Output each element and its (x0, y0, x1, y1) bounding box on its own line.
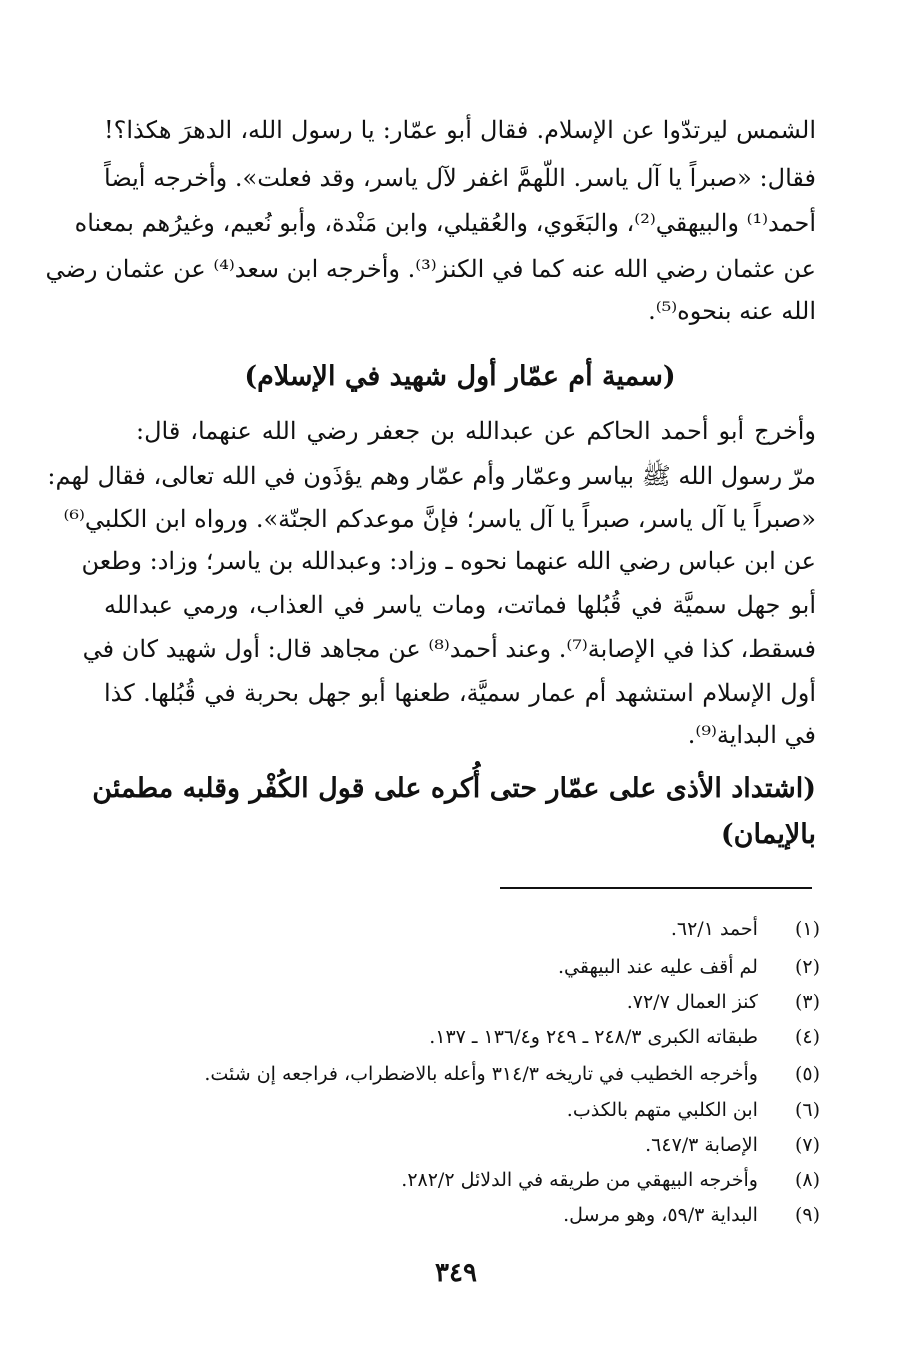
footnote-number: (٦) (794, 1099, 820, 1121)
footnote-text: كنز العمال ٧٢/٧. (626, 991, 758, 1013)
paragraph-2-line: في البداية⁽⁹⁾. (687, 721, 816, 749)
paragraph-1-line: الشمس ليرتدّوا عن الإسلام. فقال أبو عمّار: يا رسول الله، الدهرَ هكذا؟! (104, 116, 816, 144)
paragraph-2-line: أول الإسلام استشهد أم عمار سميَّة، طعنها أبو جهل بحربة في قُبُلها. كذا (104, 679, 816, 707)
footnote (160, 985, 820, 1019)
paragraph-1-line: الله عنه بنحوه⁽⁵⁾. (648, 297, 816, 325)
footnote-number: (٧) (794, 1134, 820, 1156)
paragraph-2-line: عن ابن عباس رضي الله عنهما نحوه ـ وزاد: وعبدالله بن ياسر؛ وزاد: وطعن (81, 547, 816, 575)
footnote-number: (٤) (794, 1026, 820, 1048)
footnote-number: (٩) (794, 1204, 820, 1226)
section-heading: (اشتداد الأذى على عمّار حتى أُكره على قول الكُفْر وقلبه مطمئن (92, 773, 816, 804)
page-number: ٣٤٩ (435, 1258, 477, 1288)
footnote-text: وأخرجه البيهقي من طريقه في الدلائل ٢٨٢/٢. (401, 1169, 758, 1191)
section-heading: (سمية أم عمّار أول شهيد في الإسلام) (244, 361, 676, 392)
paragraph-2-line: وأخرج أبو أحمد الحاكم عن عبدالله بن جعفر رضي الله عنهما، قال: (136, 417, 816, 445)
footnote (160, 950, 820, 984)
footnote-text: أحمد ٦٢/١. (670, 918, 758, 940)
footnote-number: (١) (794, 918, 820, 940)
paragraph-1-line: أحمد⁽¹⁾ والبيهقي⁽²⁾، والبَغَوي، والعُقيلي، وابن مَنْدة، وأبو نُعيم، وغيرُهم بمعناه (74, 209, 816, 237)
footnote (160, 1057, 820, 1091)
footnote-text: الإصابة ٦٤٧/٣. (645, 1134, 758, 1156)
footnote-number: (٥) (794, 1063, 820, 1085)
paragraph-1-line: فقال: «صبراً يا آل ياسر. اللّهمَّ اغفر لآل ياسر، وقد فعلت». وأخرجه أيضاً (104, 164, 816, 192)
footnote-number: (٣) (794, 991, 820, 1013)
footnote-text: وأخرجه الخطيب في تاريخه ٣١٤/٣ وأعله بالاضطراب، فراجعه إن شئت. (204, 1063, 758, 1085)
paragraph-2-line: «صبراً يا آل ياسر، صبراً يا آل ياسر؛ فإنَّ موعدكم الجنّة». ورواه ابن الكلبي⁽⁶⁾ (63, 505, 816, 533)
paragraph-2-line: فسقط، كذا في الإصابة⁽⁷⁾. وعند أحمد⁽⁸⁾ عن مجاهد قال: أول شهيد كان في (82, 635, 816, 663)
footnote (160, 1093, 820, 1127)
footnote-text: ابن الكلبي متهم بالكذب. (566, 1099, 758, 1121)
footnote-text: لم أقف عليه عند البيهقي. (557, 956, 758, 978)
section-heading-continuation: بالإيمان) (720, 819, 816, 850)
footnote (160, 1198, 820, 1232)
paragraph-1-line: عن عثمان رضي الله عنه كما في الكنز⁽³⁾. وأخرجه ابن سعد⁽⁴⁾ عن عثمان رضي (45, 255, 816, 283)
footnote (160, 1020, 820, 1054)
footnote (160, 1163, 820, 1197)
footnote-number: (٨) (794, 1169, 820, 1191)
footnote (160, 1128, 820, 1162)
footnote-text: البداية ٥٩/٣، وهو مرسل. (563, 1204, 758, 1226)
footnote-number: (٢) (794, 956, 820, 978)
footnote-divider (500, 887, 812, 889)
paragraph-2-line: مرّ رسول الله ﷺ بياسر وعمّار وأم عمّار وهم يؤذَون في الله تعالى، فقال لهم: (47, 462, 816, 490)
paragraph-2-line: أبو جهل سميَّة في قُبُلها فماتت، ومات ياسر في العذاب، ورمي عبدالله (104, 591, 816, 619)
footnote-text: طبقاته الكبرى ٢٤٨/٣ ـ ٢٤٩ و١٣٦/٤ ـ ١٣٧. (429, 1026, 758, 1048)
footnote (160, 912, 820, 946)
